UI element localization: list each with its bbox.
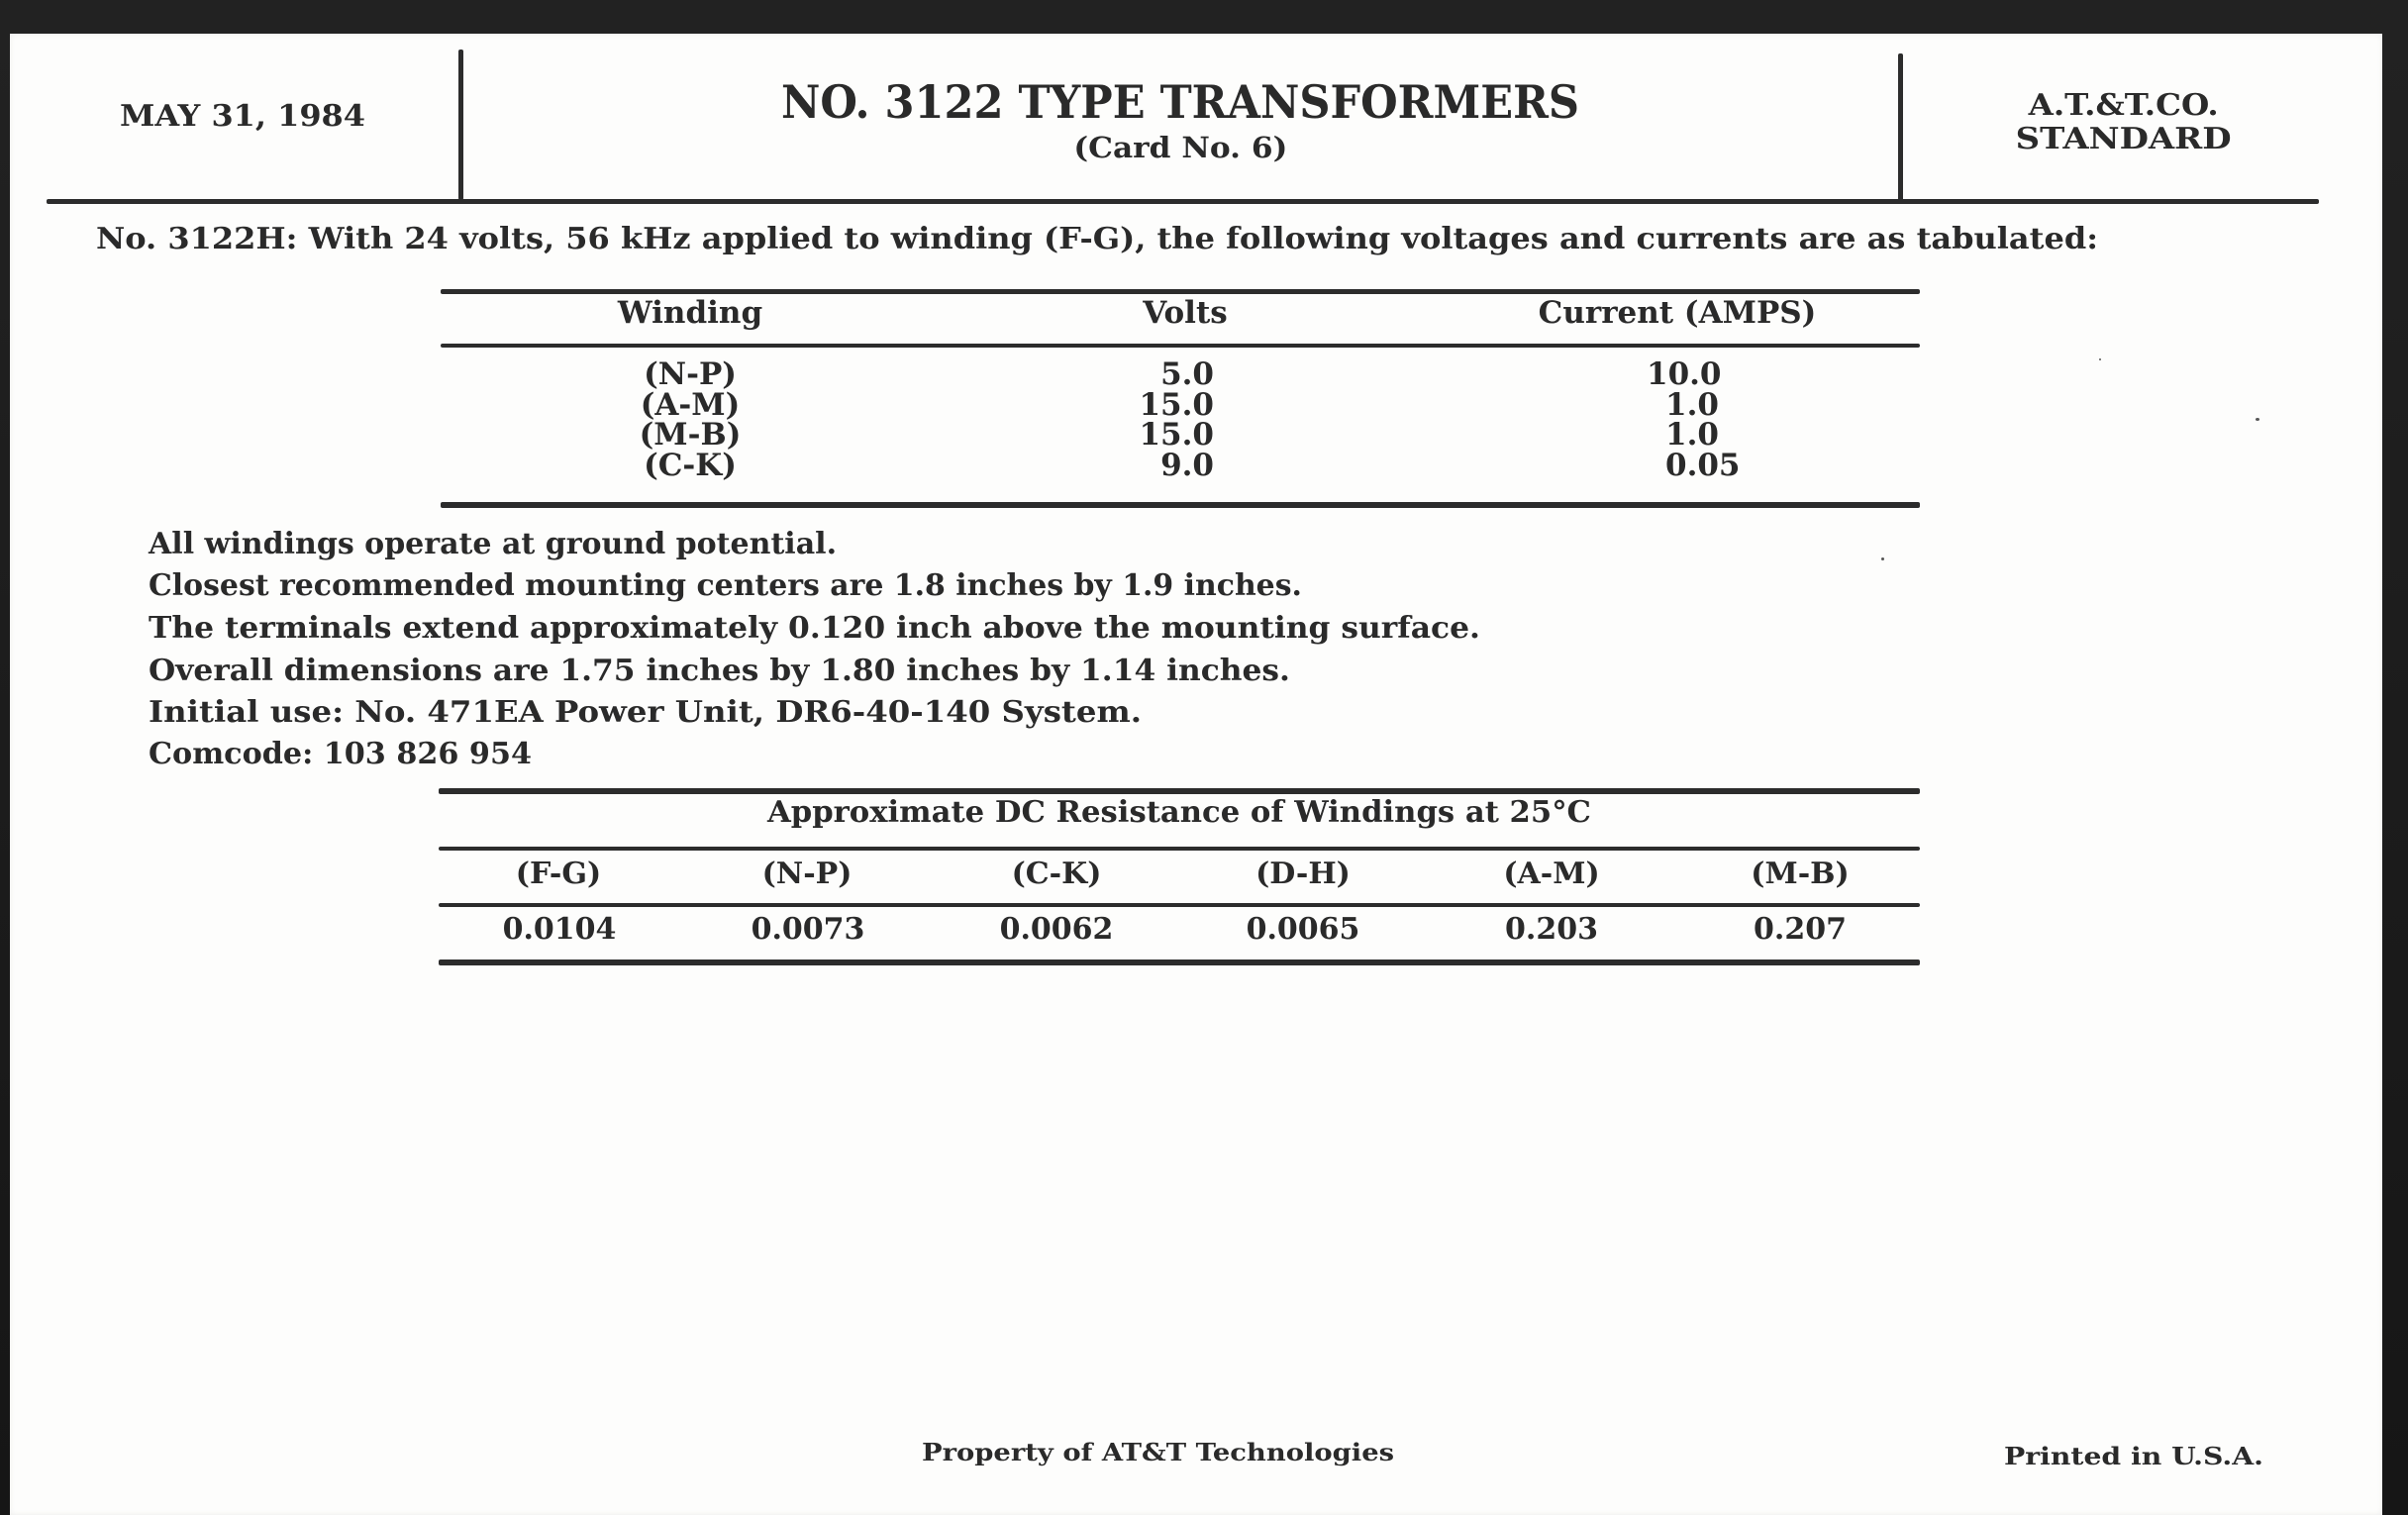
table1-row-4-current: 0.05 <box>1665 448 1741 483</box>
note-overall-dimensions-text: Overall dimensions are 1.75 inches by 1.80 inches by 1.14 inches. <box>149 654 1290 688</box>
table2-value-fg: 0.0104 <box>502 912 617 947</box>
note-terminal-extension-text: The terminals extend approximately 0.120 inch above the mounting surface. <box>149 611 1480 646</box>
table1-row-3-volts: 15.0 <box>1139 417 1214 453</box>
table2-value-dh: 0.0065 <box>1246 912 1360 947</box>
table2-title <box>438 795 1920 830</box>
footer-property <box>922 1438 1395 1466</box>
table2-header-dh: (D-H) <box>1255 857 1351 891</box>
note-ground-potential <box>149 527 837 561</box>
note-comcode <box>149 737 533 771</box>
footer-printed-text: Printed in U.S.A. <box>2004 1442 2264 1470</box>
table1-row-2-volts: 15.0 <box>1139 387 1214 423</box>
card-subtitle-block <box>465 131 1896 164</box>
table2-header-am: (A-M) <box>1503 857 1600 891</box>
note-terminal-extension <box>149 611 1480 646</box>
table1-row-2-winding: (A-M) <box>640 387 741 423</box>
table1-bottom-rule <box>441 502 1920 508</box>
table1-header-winding: Winding <box>617 295 763 331</box>
note-initial-use-text: Initial use: No. 471EA Power Unit, DR6-40-140 System. <box>149 695 1142 730</box>
table2-value-ck: 0.0062 <box>999 912 1114 947</box>
table2-header-np: (N-P) <box>761 857 853 891</box>
footer-printed <box>2004 1442 2264 1470</box>
standard-line-2: STANDARD <box>2015 122 2232 156</box>
table2-value-am: 0.203 <box>1505 912 1598 947</box>
note-comcode-text: Comcode: 103 826 954 <box>149 737 533 771</box>
table1-row-4-winding: (C-K) <box>644 448 737 483</box>
table1-header-volts: Volts <box>1143 295 1228 331</box>
table1-header-rule <box>441 344 1920 348</box>
table1-row-1-winding: (N-P) <box>644 356 737 392</box>
intro-text-block <box>96 222 2099 256</box>
footer-property-text: Property of AT&T Technologies <box>922 1438 1395 1466</box>
table2-title-rule <box>439 847 1920 851</box>
note-mounting-centers <box>149 568 1306 603</box>
intro-text: No. 3122H: With 24 volts, 56 kHz applied to winding (F-G), the following voltages and currents are as tabulated: <box>96 222 2099 256</box>
table1-row-1-current: 10.0 <box>1647 356 1722 392</box>
header-divider-right <box>1898 53 1903 202</box>
table1-row-3-current: 1.0 <box>1665 417 1719 453</box>
card-title: NO. 3122 TYPE TRANSFORMERS <box>781 75 1580 129</box>
table2-top-rule <box>439 788 1920 794</box>
card-date <box>120 99 365 134</box>
table1-row-3-winding: (M-B) <box>639 417 742 453</box>
note-overall-dimensions <box>149 654 1290 688</box>
table2-bottom-rule <box>439 960 1920 965</box>
scan-speck <box>2099 358 2101 360</box>
table1-top-rule <box>441 289 1920 294</box>
table1-header-current: Current (AMPS) <box>1538 295 1817 331</box>
table2-title-text: Approximate DC Resistance of Windings at 25°C <box>766 795 1591 830</box>
table1-row-2-current: 1.0 <box>1665 387 1719 423</box>
scan-speck <box>2256 418 2259 421</box>
note-ground-potential-text: All windings operate at ground potential. <box>149 527 838 561</box>
card-title-block <box>465 75 1896 129</box>
table2-header-rule <box>439 903 1920 907</box>
header-divider-left <box>458 50 463 200</box>
table2-value-np: 0.0073 <box>751 912 865 947</box>
standard-line-1: A.T.&T.CO. <box>2029 88 2219 123</box>
table2-header-fg: (F-G) <box>515 857 602 891</box>
table1-row-1-volts: 5.0 <box>1160 356 1214 392</box>
table2-header-ck: (C-K) <box>1011 857 1102 891</box>
note-initial-use <box>149 695 1142 730</box>
note-mounting-centers-text: Closest recommended mounting centers are 1.8 inches by 1.9 inches. <box>149 568 1302 603</box>
scan-speck <box>1881 557 1884 560</box>
table2-value-mb: 0.207 <box>1754 912 1847 947</box>
card-date-text: MAY 31, 1984 <box>120 99 365 134</box>
table1-row-4-volts: 9.0 <box>1160 448 1214 483</box>
header-rule <box>47 199 2319 204</box>
standard-block <box>1906 89 2342 156</box>
table2-header-mb: (M-B) <box>1751 857 1850 891</box>
card-subtitle: (Card No. 6) <box>1073 131 1288 164</box>
